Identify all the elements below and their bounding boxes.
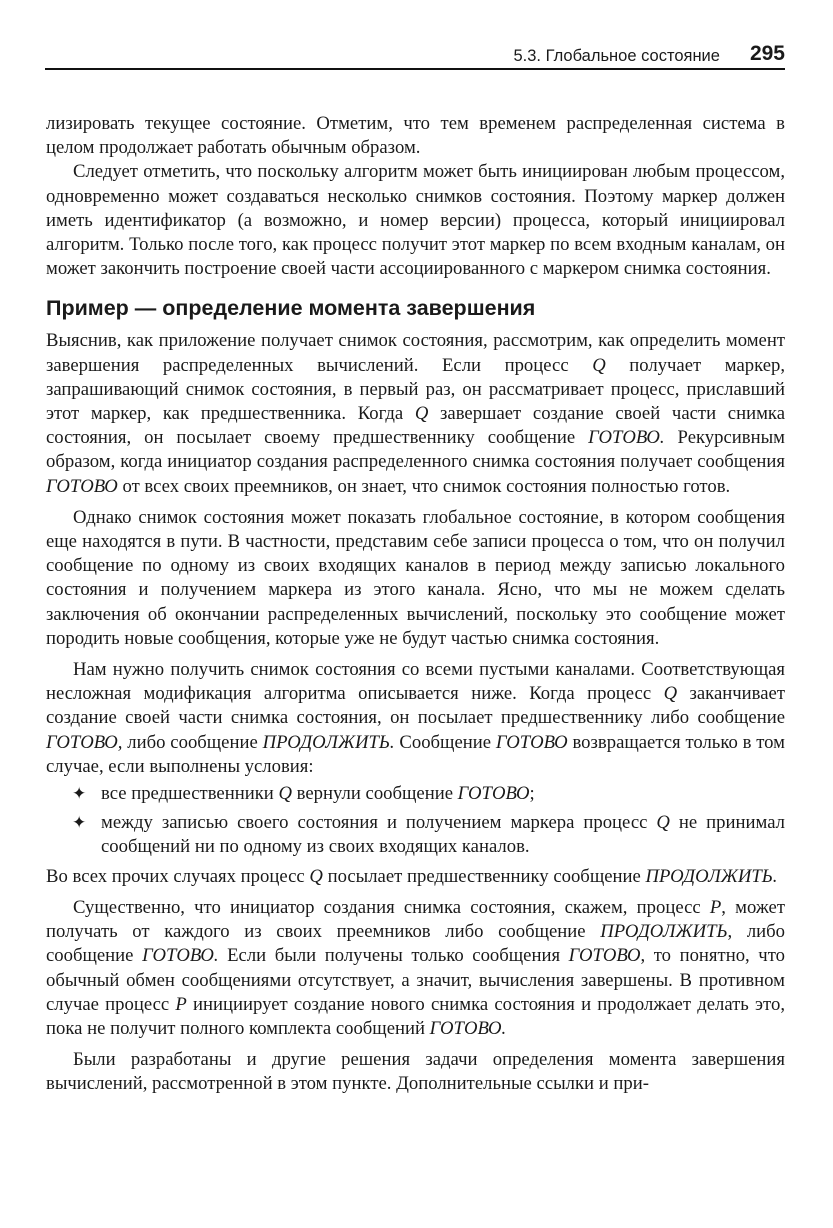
text-run: не принимал сообщений ни по одному из своих входящих каналов. (101, 812, 786, 858)
text-run: ; (529, 783, 535, 805)
process-name: Q (656, 812, 670, 834)
text-run: между записью своего состояния и получением маркера процесс (101, 812, 657, 834)
main-text (46, 112, 785, 1097)
process-name: Q (278, 783, 292, 805)
text-run: посылает предшественнику сообщение (322, 865, 646, 887)
paragraph (46, 506, 785, 651)
text-run: возвращается только в том случае, если выполнены условия: (46, 731, 785, 777)
message-name: ПРОДОЛЖИТЬ. (262, 731, 395, 753)
text-run: Были разработаны и другие решения задачи определения момента завершения вычислений, рассмотренной в этом пункте. Дополнительные ссылки и при- (46, 1049, 785, 1095)
paragraph (46, 865, 785, 889)
text-run: Следует отметить, что поскольку алгоритм может быть инициирован любым процессом, одновременно может создаваться несколько снимков состояния. Поэтому маркер должен иметь идентификатор (а возможно, и номер версии) процесса, который инициировал алгоритм. Только после того, как процесс получит этот маркер по всем входным каналам, он может закончить построение своей части ассоциированного с маркером снимка состояния. (46, 161, 785, 280)
message-name: ГОТОВО, (46, 731, 123, 753)
conditions-list (46, 782, 785, 860)
bullet-star-icon: ✦ (72, 813, 87, 834)
text-run: инициирует создание нового снимка состояния и продолжает делать это, пока не получит полного комплекта сообщений (46, 993, 785, 1039)
text-run: все предшественники (101, 783, 279, 805)
text-run: , то понятно, что обычный обмен сообщениями отсутствует, а значит, вычисления завершены. В противном случае процесс (46, 945, 785, 1015)
list-item (46, 811, 785, 859)
text-run: Существенно, что инициатор создания снимка состояния, скажем, процесс (73, 896, 710, 918)
process-name: Q (414, 403, 429, 425)
process-name: P (175, 993, 187, 1015)
text-run: Рекурсивным образом, когда инициатор создания распределенного снимка состояния получает сообщения (46, 427, 785, 473)
paragraph (46, 896, 785, 1041)
process-name: Q (592, 354, 606, 376)
message-name: ГОТОВО (568, 945, 641, 967)
text-run: от всех своих преемников, он знает, что снимок состояния полностью готов. (117, 475, 731, 497)
process-name: Q (663, 683, 678, 705)
message-name: ГОТОВО. (142, 945, 219, 967)
text-run: Если были получены только сообщения (218, 945, 569, 967)
text-run: вернули сообщение (291, 783, 458, 805)
text-run: , может получать от каждого из своих преемников либо сообщение (46, 896, 785, 943)
text-run: лизировать текущее состояние. Отметим, что тем временем распределенная система в целом продолжает работать обычным образом. (46, 113, 785, 159)
text-run: , либо сообщение (46, 921, 786, 967)
text-run: получает маркер, запрашивающий снимок состояния, в первый раз, он рассматривает процесс, приславший этот маркер, как предшественника. Когда (46, 354, 785, 425)
text-run: Выяснив, как приложение получает снимок состояния, рассмотрим, как определить момент завершения распределенных вычислений. Если процесс (46, 330, 785, 376)
message-name: ГОТОВО (457, 783, 530, 805)
section-title: 5.3. Глобальное состояние (513, 47, 720, 65)
paragraph-continued (46, 112, 785, 160)
running-header (45, 36, 785, 70)
message-name: ПРОДОЛЖИТЬ (600, 921, 728, 943)
paragraph (46, 160, 785, 281)
section-heading: Пример — определение момента завершения (46, 296, 536, 321)
text-run: Во всех прочих случаях процесс (46, 865, 310, 887)
text-run: завершает создание своей части снимка состояния, он посылает своему предшественнику сообщение (46, 403, 785, 449)
process-name: Q (309, 865, 323, 887)
process-name: P (709, 896, 722, 918)
paragraph (46, 329, 785, 498)
text-run: заканчивает создание своей части снимка состояния, он посылает предшественнику либо сообщение (46, 683, 786, 729)
list-item (46, 782, 785, 806)
text-run: Сообщение (394, 731, 496, 753)
message-name: ПРОДОЛЖИТЬ. (645, 865, 778, 887)
bullet-star-icon: ✦ (72, 784, 87, 805)
message-name: ГОТОВО (495, 731, 568, 753)
message-name: ГОТОВО. (588, 427, 665, 449)
paragraph (46, 1048, 785, 1096)
text-run: Однако снимок состояния может показать глобальное состояние, в котором сообщения еще находятся в пути. В частности, представим себе записи процесса о том, что он получил сообщение по одному из своих входящих каналов в период между записью локального состояния и получением маркера из этого канала. Ясно, что мы не можем сделать заключения об окончании распределенных вычислений, поскольку это сообщение может породить новые сообщения, которые уже не будут частью снимка состояния. (46, 506, 785, 649)
message-name: ГОТОВО. (429, 1017, 507, 1039)
page-number: 295 (749, 42, 785, 65)
text-run: либо сообщение (122, 731, 263, 753)
paragraph (46, 658, 785, 779)
message-name: ГОТОВО (46, 475, 118, 497)
text-run: Нам нужно получить снимок состояния со всеми пустыми каналами. Соответствующая несложная модификация алгоритма описывается ниже. Когда процесс (46, 659, 785, 705)
